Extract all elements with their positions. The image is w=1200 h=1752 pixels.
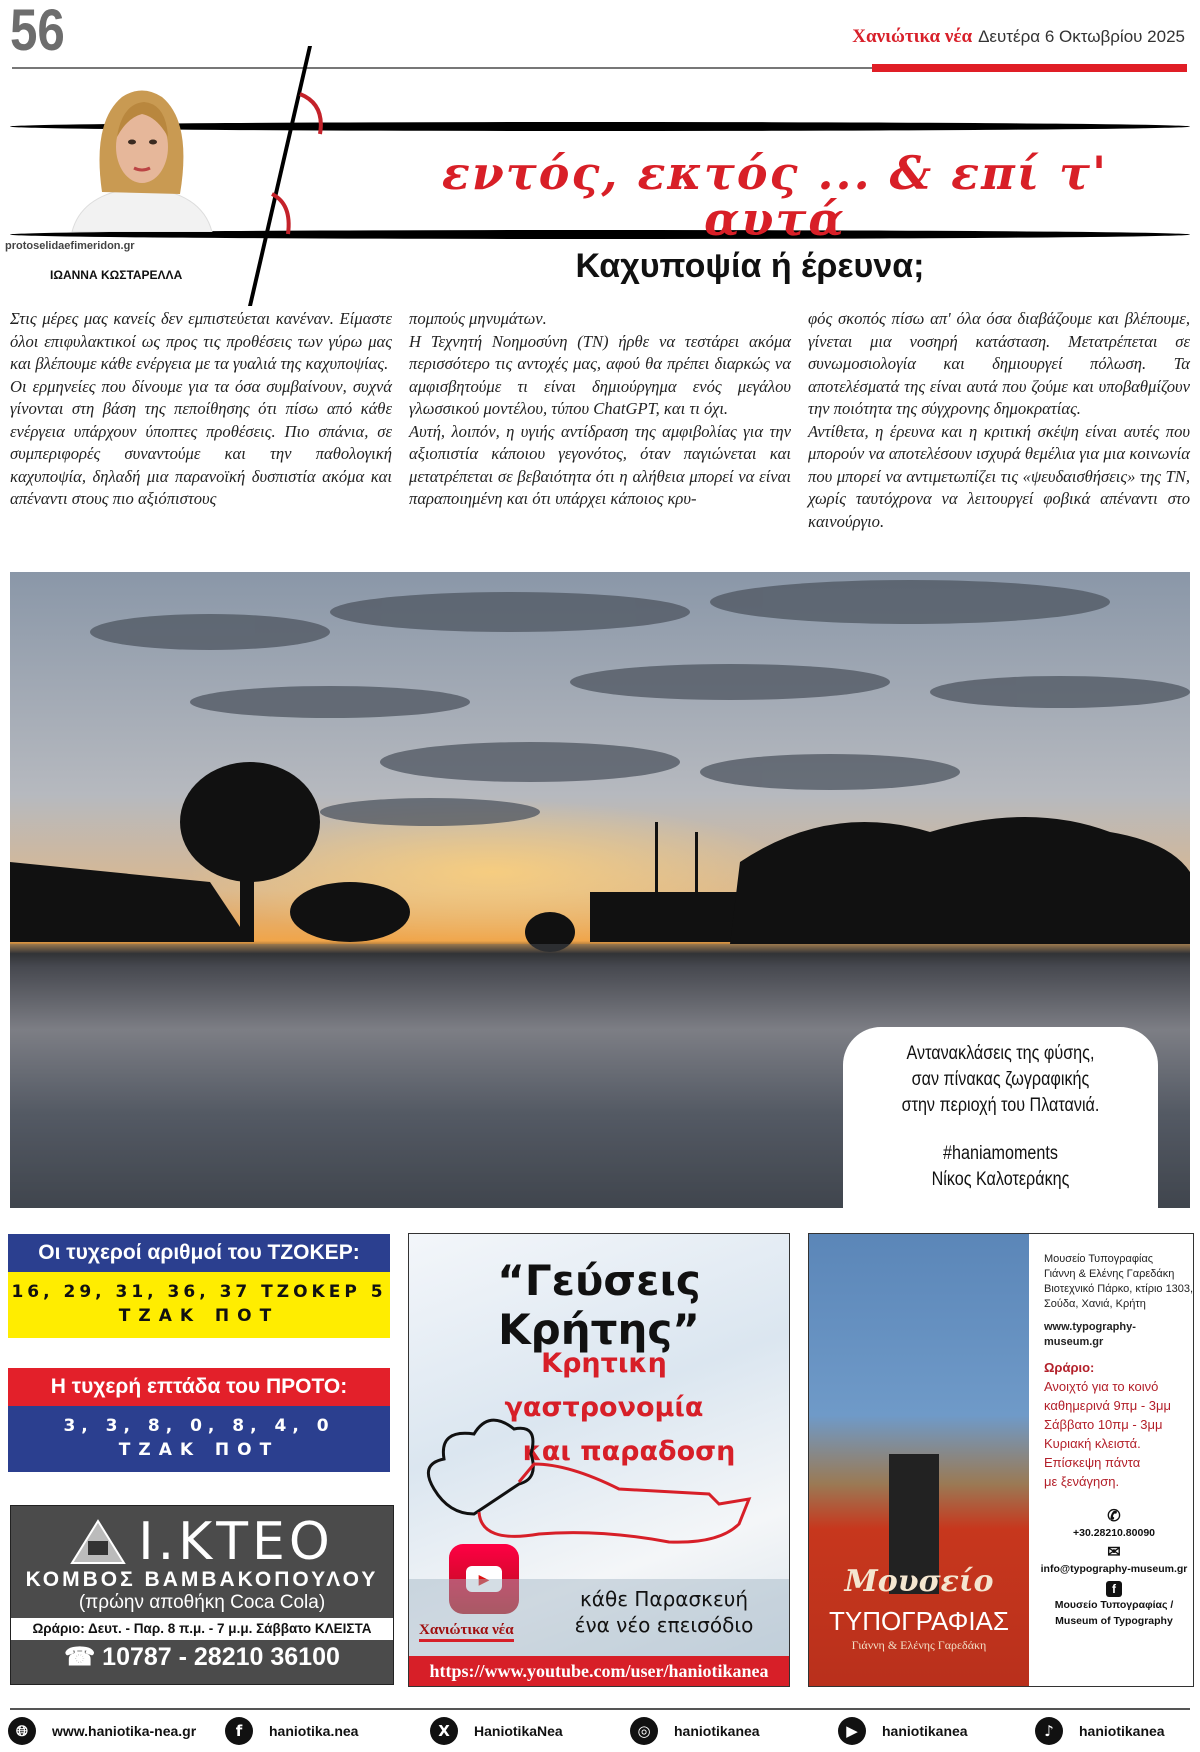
museum-photo xyxy=(809,1234,1029,1687)
footer-divider xyxy=(10,1708,1190,1710)
museum-facebook[interactable]: Μουσείο Τυπογραφίας / Museum of Typography xyxy=(1054,1599,1174,1627)
article-column-2 xyxy=(409,308,791,511)
article-column-3 xyxy=(808,308,1190,533)
brand-logo: Χανιώτικα νέα xyxy=(419,1622,514,1642)
youtube-icon: ▶ xyxy=(838,1717,866,1745)
caption-line: σαν πίνακας ζωγραφικής xyxy=(911,1069,1090,1090)
footer-label: haniotikanea xyxy=(1079,1723,1165,1739)
address-line: Γιάννη & Ελένης Γαρεδάκη xyxy=(1044,1268,1175,1280)
kteo-name: ΚΟΜΒΟΣ ΒΑΜΒΑΚΟΠΟΥΛΟΥ xyxy=(25,1568,379,1591)
article-column-1 xyxy=(10,308,392,511)
hours-title: Ωράριο: xyxy=(1044,1360,1095,1375)
proto-jackpot: ΤΖΑΚ ΠΟΤ xyxy=(118,1440,280,1460)
kteo-hours: Ωράριο: Δευτ. - Παρ. 8 π.μ. - 7 μ.μ. Σάββατο ΚΛΕΙΣΤΑ xyxy=(11,1618,393,1640)
kteo-ad xyxy=(10,1505,394,1685)
footer-x[interactable] xyxy=(430,1716,563,1746)
caption-line: Αντανακλάσεις της φύσης, xyxy=(906,1043,1095,1064)
ad-title: “Γεύσεις Κρήτης” xyxy=(497,1256,701,1354)
issue-date: Δευτέρα 6 Οκτωβρίου 2025 xyxy=(978,27,1185,46)
museum-logo-script: Μουσείο xyxy=(844,1564,994,1599)
globe-icon: 🌐︎ xyxy=(8,1717,36,1745)
x-icon: X xyxy=(430,1717,458,1745)
header-divider xyxy=(12,67,874,69)
youtube-icon: ▶ xyxy=(449,1544,519,1614)
caption-hashtag: #haniamoments xyxy=(943,1143,1058,1164)
paragraph: Αντίθετα, η έρευνα και η κριτική σκέψη είναι αυτές που μπορούν να αποτελέσουν ισχυρά θεμέλια για μια κοινωνία που μπορεί να αντιμετωπίζει τις «ψευδαισθήσεις» της ΤΝ, χωρίς ταυτόχρονα να λειτουργεί φοβικά απέναντι στο καινούργιο. xyxy=(808,421,1190,531)
footer-instagram[interactable] xyxy=(630,1716,760,1746)
museum-logo-main: ΤΥΠΟΓΡΑΦΙΑΣ xyxy=(829,1606,1009,1636)
slash-decoration xyxy=(230,44,340,310)
caption-line: στην περιοχή του Πλατανιά. xyxy=(901,1095,1100,1116)
chef-hat-crete-map-illustration xyxy=(419,1404,779,1554)
header-accent-bar xyxy=(872,64,1187,72)
gefseis-kritis-ad xyxy=(408,1233,790,1687)
photo-caption xyxy=(843,1027,1158,1208)
footer-label: haniotikanea xyxy=(882,1723,968,1739)
museum-email[interactable]: info@typography-museum.gr xyxy=(1040,1563,1188,1575)
museum-logo-sub: Γιάννη & Ελένης Γαρεδάκη xyxy=(851,1638,987,1652)
phone-icon: ✆ xyxy=(1107,1508,1121,1525)
footer-website[interactable] xyxy=(8,1716,196,1746)
tzoker-results xyxy=(8,1272,390,1338)
footer-label: haniotikanea xyxy=(674,1723,760,1739)
hours-line: Σάββατο 10πμ - 3μμ xyxy=(1044,1417,1163,1432)
proto-results xyxy=(8,1406,390,1472)
kteo-former-location: (πρώην αποθήκη Coca Cola) xyxy=(78,1592,326,1613)
hours-line: Επίσκεψη πάντα xyxy=(1044,1455,1141,1470)
author-photo xyxy=(62,82,222,232)
paragraph: Οι ερμηνείες που δίνουμε για τα όσα συμβαίνουν, συχνά γίνονται στη βάση της πεποίθησης ότι πίσω από κάθε ενέργεια υπάρχουν ύποπτες προθέσεις. Πιο σπάνια, σε συμπεριφορές συναντούμε και την παθολογική καχυποψία, δηλαδή μια παρανοϊκή δυσπιστία ακόμα και απέναντι στους πιο αξιόπιστους xyxy=(10,376,392,508)
facebook-icon: f xyxy=(1106,1581,1122,1597)
ad-subtitle-line: Κρητικη γαστρονομία xyxy=(504,1348,704,1423)
phone-icon: ☎ xyxy=(64,1643,103,1671)
envelope-icon: ✉ xyxy=(1107,1544,1121,1561)
article-headline: Καχυποψία ή έρευνα; xyxy=(575,247,925,285)
tiktok-icon: ♪ xyxy=(1035,1717,1063,1745)
paragraph: Αυτή, λοιπόν, η υγιής αντίδραση της αμφιβολίας για την αξιοπιστία κάποιου γεγονότος, όταν παγιώνεται και μετατρέπεται σε βεβαιότητα ότι η αλήθεια μπορεί να είναι παραποιημένη και ότι υπάρχει κάποιος κρυ- xyxy=(409,421,791,508)
ad-subtitle-line: και παραδοση xyxy=(522,1436,736,1467)
facebook-icon: f xyxy=(225,1717,253,1745)
tzoker-title: Οι τυχεροί αριθμοί του ΤΖΟΚΕΡ: xyxy=(8,1234,390,1272)
address-line: Βιοτεχνικό Πάρκο, κτίριο 1303, xyxy=(1044,1283,1194,1295)
hours-line: Ανοιχτό για το κοινό xyxy=(1044,1379,1159,1394)
paragraph: Η Τεχνητή Νοημοσύνη (ΤΝ) ήρθε να τεστάρει ακόμα περισσότερο τις αντοχές μας, αφού θα πρέπει διαρκώς να αμφισβητούμε τι είναι δημιούργημα ενός μεγάλου γλωσσικού μοντέλου, τύπου ChatGPT, και τι όχι. xyxy=(409,331,791,418)
paragraph: πομπούς μηνυμάτων. xyxy=(409,309,547,328)
instagram-icon: ◎ xyxy=(630,1717,658,1745)
footer-label: haniotika.nea xyxy=(269,1723,359,1739)
author-name: ΙΩΑΝΝΑ ΚΩΣΤΑΡΕΛΛΑ xyxy=(50,268,183,282)
caption-photographer: Νίκος Καλοτεράκης xyxy=(931,1169,1070,1190)
masthead xyxy=(852,26,1185,48)
brand-name: Χανιώτικα νέα xyxy=(852,26,973,47)
hours-line: καθημερινά 9πμ - 3μμ xyxy=(1044,1398,1171,1413)
tzoker-jackpot: ΤΖΑΚ ΠΟΤ xyxy=(118,1306,280,1326)
warning-triangle-car-icon xyxy=(70,1519,126,1565)
photo-source: protoselidaefimeridon.gr xyxy=(5,240,135,252)
typography-museum-ad xyxy=(808,1233,1194,1687)
kteo-phone: 10787 - 28210 36100 xyxy=(102,1643,340,1671)
museum-website[interactable]: www.typography-museum.gr xyxy=(1044,1321,1136,1348)
page-number: 56 xyxy=(10,0,65,63)
youtube-channel-link[interactable]: https://www.youtube.com/user/haniotikanea xyxy=(409,1656,789,1686)
paragraph: φός σκοπός πίσω απ' όλα όσα διαβάζουμε και βλέπουμε, γίνεται μια νοσηρή κατάσταση. Μετατρέπεται σε συνωμοσιολογία και δημιουργεί πόλωση. Τα αποτελέσματά της είναι αυτά που ζούμε και υποβαθμίζουν την ποιότητα της σύγχρονης δημοκρατίας. xyxy=(808,309,1190,418)
sunset-photo xyxy=(10,572,1190,1208)
address-line: Μουσείο Τυπογραφίας xyxy=(1044,1253,1154,1265)
tzoker-numbers: 16, 29, 31, 36, 37 ΤΖΟΚΕΡ 5 xyxy=(11,1282,387,1302)
hours-line: με ξενάγηση. xyxy=(1044,1474,1120,1489)
hours-line: Κυριακή κλειστά. xyxy=(1044,1436,1141,1451)
kteo-logo: Ι.ΚΤΕΟ xyxy=(138,1512,334,1572)
footer-label: www.haniotika-nea.gr xyxy=(52,1723,197,1739)
footer-youtube[interactable] xyxy=(838,1716,968,1746)
address-line: Σούδα, Χανιά, Κρήτη xyxy=(1044,1298,1146,1310)
schedule-line: ένα νέο επεισόδιο xyxy=(574,1613,754,1637)
footer-label: HaniotikaNea xyxy=(474,1723,563,1739)
schedule-line: κάθε Παρασκευή xyxy=(580,1587,748,1611)
proto-numbers: 3, 3, 8, 0, 8, 4, 0 xyxy=(63,1416,335,1436)
proto-title: Η τυχερή επτάδα του ΠΡΟΤΟ: xyxy=(8,1368,390,1406)
paragraph: Στις μέρες μας κανείς δεν εμπιστεύεται κανέναν. Είμαστε όλοι επιφυλακτικοί ως προς τις προθέσεις των γύρω μας και βλέπουμε κάθε ενέργεια με τα γυαλιά της καχυποψίας. xyxy=(10,309,392,373)
museum-phone: +30.28210.80090 xyxy=(1072,1527,1156,1539)
footer-facebook[interactable] xyxy=(225,1716,358,1746)
column-title: εντός, εκτός ... & επί τ' αυτά xyxy=(441,146,1109,246)
footer-tiktok[interactable] xyxy=(1035,1716,1165,1746)
